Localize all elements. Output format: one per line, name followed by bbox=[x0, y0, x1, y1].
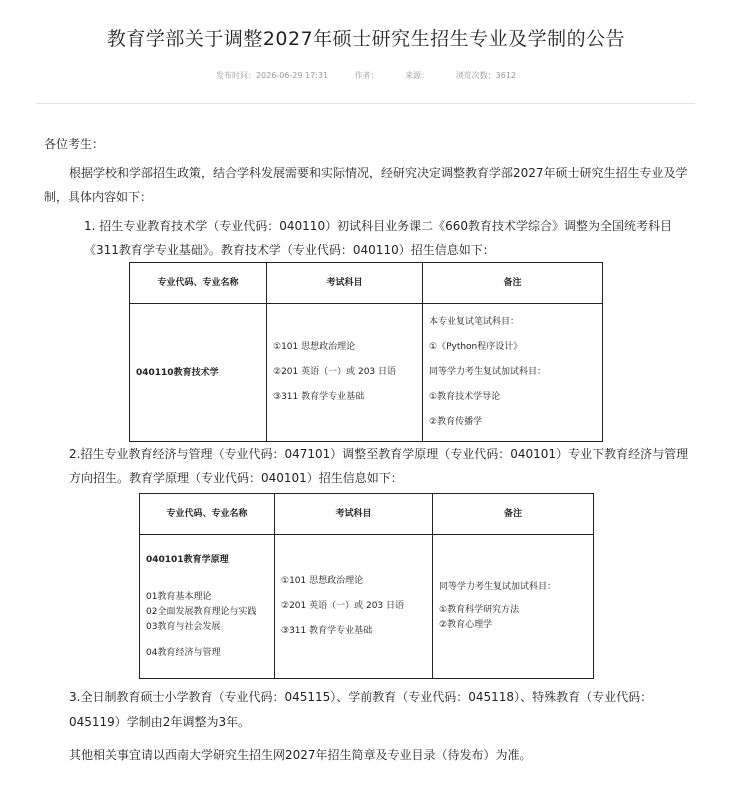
exam-item: ③311 教育学专业基础 bbox=[281, 626, 373, 636]
author: 作者： bbox=[354, 71, 379, 80]
note-item: ②教育心理学 bbox=[439, 620, 493, 630]
direction-item: 03教育与社会发展 bbox=[146, 621, 221, 632]
publish-time: 发布时间：2026-06-29 17:31 bbox=[215, 71, 329, 80]
closing-paragraph: 其他相关事宜请以西南大学研究生招生网2027年招生简章及专业目录（待发布）为准。 bbox=[69, 748, 532, 762]
article-title: 教育学部关于调整2027年硕士研究生招生专业及学制的公告 bbox=[106, 28, 626, 50]
source: 来源： bbox=[405, 71, 430, 80]
exam-item: ②201 英语（一）或 203 日语 bbox=[281, 601, 405, 611]
note-item: 本专业复试笔试科目： bbox=[429, 317, 520, 327]
direction-item: 01教育基本理论 bbox=[146, 591, 212, 602]
intro-paragraph: 根据学校和学部招生政策，结合学科发展需要和实际情况，经研究决定调整教育学部2027年硕士研究生招生专业及学制，具体内容如下： bbox=[44, 166, 688, 204]
note-item: ①教育技术学导论 bbox=[429, 392, 501, 402]
col-notes: 备注 bbox=[433, 494, 594, 535]
exam-item: ①101 思想政治理论 bbox=[281, 576, 364, 586]
table-header-row bbox=[130, 263, 603, 304]
greeting: 各位考生： bbox=[44, 137, 105, 151]
item-2: 2.招生专业教育经济与管理（专业代码：047101）调整至教育学原理（专业代码：040101）专业下教育经济与管理方向招生。教育学原理（专业代码：040101）招生信息如下： bbox=[69, 447, 689, 485]
item-3: 3.全日制教育硕士小学教育（专业代码：045115）、学前教育（专业代码：045118）、特殊教育（专业代码：045119）学制由2年调整为3年。 bbox=[69, 690, 653, 729]
item-1: 1. 招生专业教育技术学（专业代码：040110）初试科目业务课二《660教育技术学综合》调整为全国统考科目《311教育学专业基础》。教育技术学（专业代码：040110）招生信息如下： bbox=[84, 219, 672, 257]
table-row bbox=[140, 535, 594, 679]
major-name: 040101教育学原理 bbox=[146, 554, 229, 565]
note-item: ①《Python程序设计》 bbox=[429, 342, 523, 352]
table-row bbox=[130, 304, 603, 442]
table-header-row bbox=[140, 494, 594, 535]
notes-cell bbox=[423, 304, 603, 442]
exams-cell bbox=[275, 535, 433, 679]
direction-item: 02全面发展教育理论与实践 bbox=[146, 606, 257, 617]
article-meta bbox=[0, 70, 732, 81]
col-exams: 考试科目 bbox=[275, 494, 433, 535]
notes-cell bbox=[433, 535, 594, 679]
note-item: 同等学力考生复试加试科目： bbox=[429, 367, 547, 377]
major-cell: 040110教育技术学 bbox=[130, 304, 267, 442]
note-item: ②教育传播学 bbox=[429, 417, 483, 427]
exam-item: ③311 教育学专业基础 bbox=[273, 392, 365, 402]
table-educational-technology bbox=[129, 262, 603, 442]
col-notes: 备注 bbox=[423, 263, 603, 304]
exam-item: ①101 思想政治理论 bbox=[273, 342, 356, 352]
article-body bbox=[44, 132, 694, 767]
col-major: 专业代码、专业名称 bbox=[130, 263, 267, 304]
table-educational-principles bbox=[139, 493, 594, 679]
col-exams: 考试科目 bbox=[267, 263, 423, 304]
direction-item: 04教育经济与管理 bbox=[146, 647, 221, 658]
exam-item: ②201 英语（一）或 203 日语 bbox=[273, 367, 397, 377]
note-item: 同等学力考生复试加试科目： bbox=[439, 582, 557, 592]
title-divider bbox=[36, 103, 695, 104]
major-cell bbox=[140, 535, 275, 679]
col-major: 专业代码、专业名称 bbox=[140, 494, 275, 535]
view-count: 浏览次数：3612 bbox=[455, 71, 517, 80]
note-item: ①教育科学研究方法 bbox=[439, 605, 520, 615]
exams-cell bbox=[267, 304, 423, 442]
